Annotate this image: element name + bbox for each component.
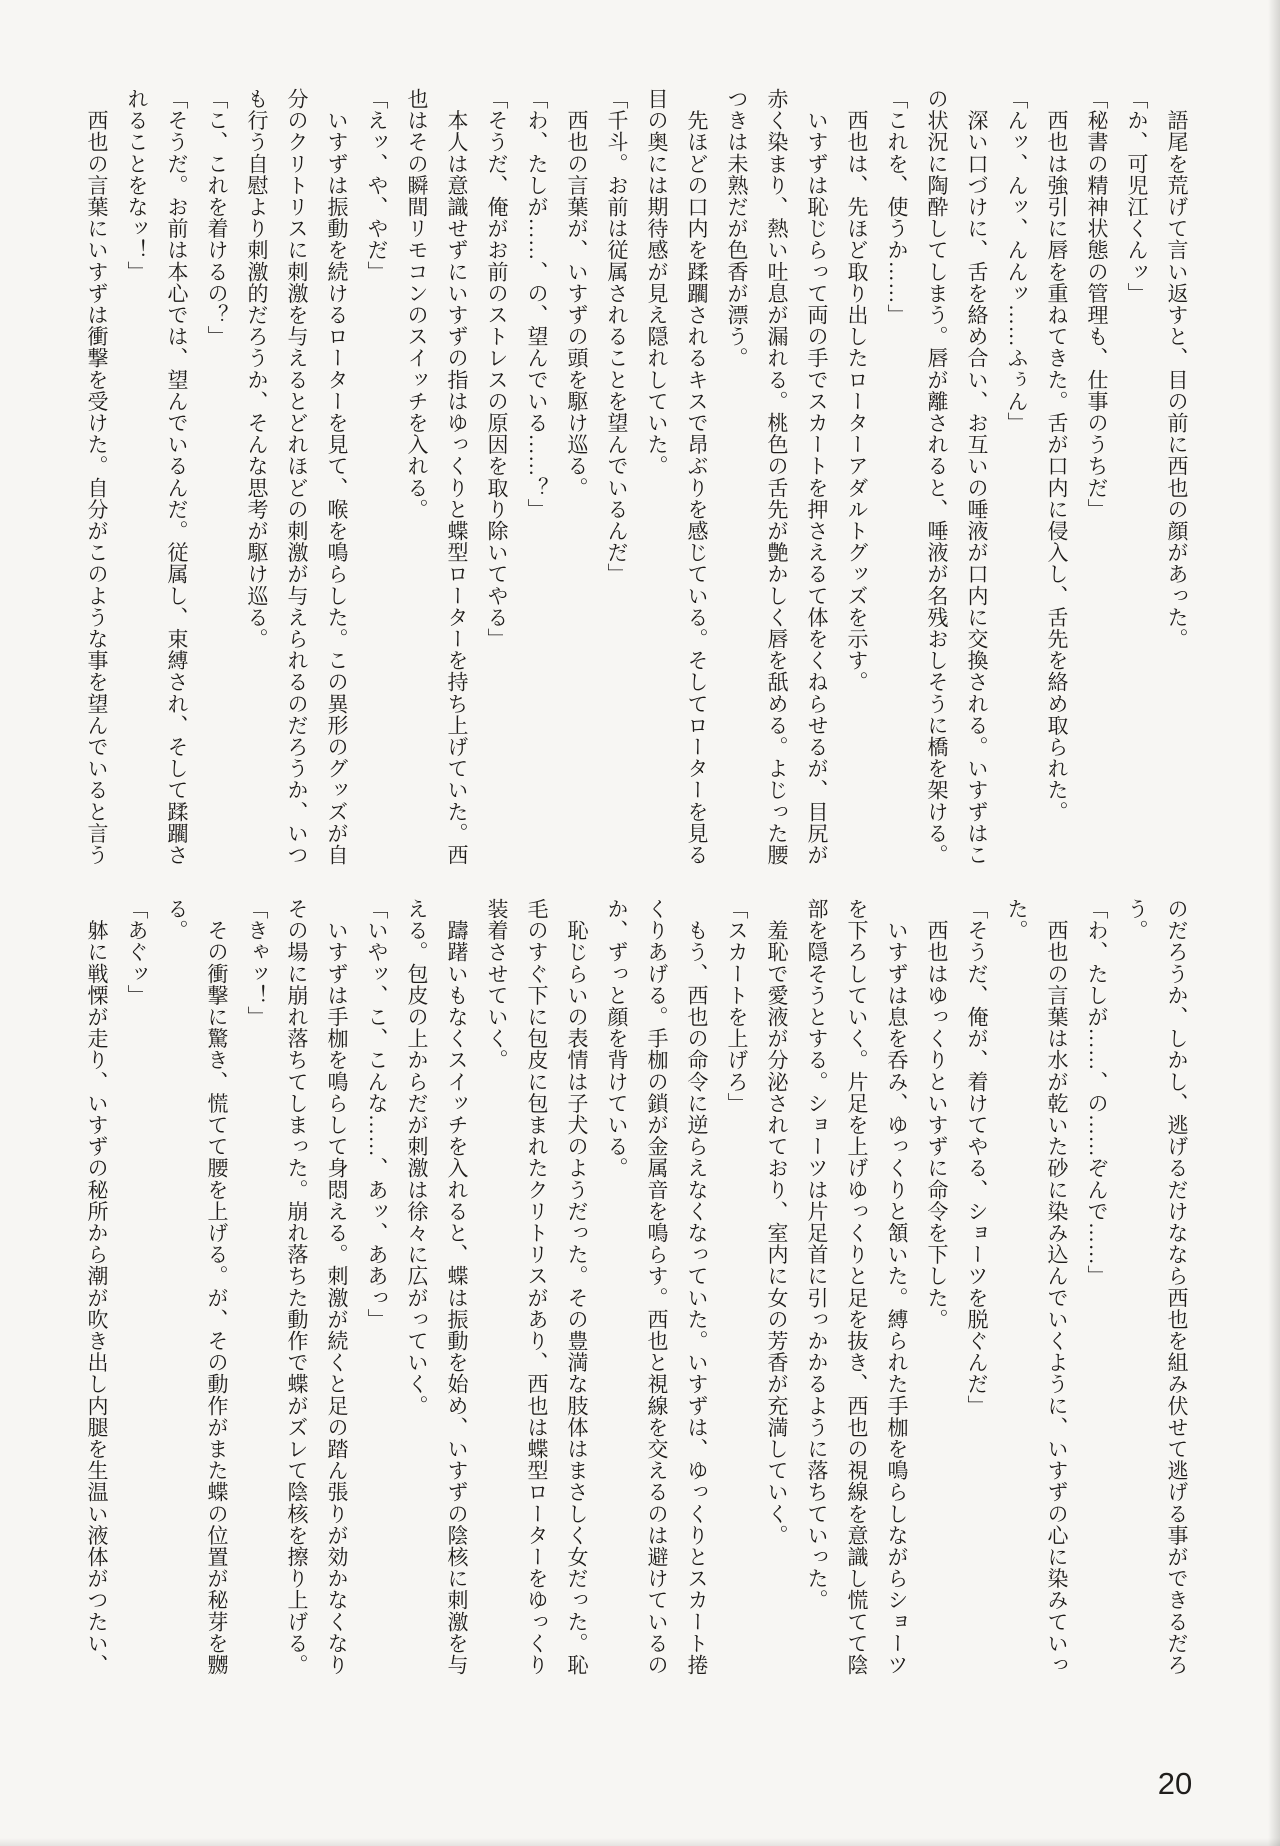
text-column: いすずは振動を続けるローターを見て、喉を鳴らした。この異形のグッズが自 [325,88,349,866]
text-column: 「か、可児江くんッ」 [1125,88,1149,304]
text-column: 西也は、先ほど取り出したローターアダルトグッズを示す。 [845,88,869,693]
text-column: 「そうだ、俺が、着けてやる、ショーツを脱ぐんだ」 [965,898,989,1417]
text-column: 先ほどの口内を蹂躙されるキスで昂ぶりを感じている。そしてローターを見る [685,88,709,866]
text-column: くりあげる。手枷の鎖が金属音を鳴らす。西也と視線を交えるのは避けているの [645,898,669,1676]
text-column: える。包皮の上からだが刺激は徐々に広がっていく。 [405,898,429,1417]
text-column: 部を隠そうとする。ショーツは片足首に引っかかるように落ちていった。 [805,898,829,1611]
text-column: 毛のすぐ下に包皮に包まれたクリトリスがあり、西也は蝶型ローターをゆっくり [525,898,549,1676]
text-column: つきは未熟だが色香が漂う。 [725,88,749,369]
text-column: を下ろしていく。片足を上げゆっくりと足を抜き、西也の視線を意識し慌てて陰 [845,898,869,1676]
text-column: 装着させていく。 [485,898,509,1071]
text-column: 赤く染まり、熱い吐息が漏れる。桃色の舌先が艶かしく唇を舐める。よじった腰 [765,88,789,866]
text-column: 羞恥で愛液が分泌されており、室内に女の芳香が充満していく。 [765,898,789,1546]
text-column: 「えッ、や、やだ」 [365,88,389,283]
text-column: 西也の言葉が、いすずの頭を駆け巡る。 [565,88,589,499]
text-column: 「んッ、んッ、んんッ……ふぅん」 [1005,88,1029,434]
text-column: 「こ、これを着けるの？」 [205,88,229,348]
text-column: 語尾を荒げて言い返すと、目の前に西也の顔があった。 [1165,88,1189,650]
text-column: か、ずっと顔を背けている。 [605,898,629,1179]
page-number: 20 [1157,1766,1193,1801]
scan-edge-shadow [0,1838,1280,1846]
text-column: も行う自慰より刺激的だろうか、そんな思考が駆け巡る。 [245,88,269,650]
text-column: もう、西也の命令に逆らえなくなっていた。いすずは、ゆっくりとスカート捲 [685,898,709,1676]
text-column: 「秘書の精神状態の管理も、仕事のうちだ」 [1085,88,1109,520]
text-block-top [71,88,1197,880]
text-column: 目の奥には期待感が見え隠れしていた。 [645,88,669,477]
scan-edge-shadow [1268,0,1280,1846]
text-column: 「これを、使うか……」 [885,88,909,326]
text-column: 恥じらいの表情は子犬のようだった。その豊満な肢体はまさしく女だった。恥 [565,898,589,1676]
text-block-bottom [71,898,1197,1716]
text-column: 「そうだ。お前は本心では、望んでいるんだ。従属し、束縛され、そして蹂躙さ [165,88,189,866]
text-column: 「そうだ、俺がお前のストレスの原因を取り除いてやる」 [485,88,509,650]
text-column: 西也の言葉は水が乾いた砂に染み込んでいくように、いすずの心に染みていっ [1045,898,1069,1676]
text-column: る。 [165,898,189,942]
text-column: 「わ、たしが……、の、望んでいる……？」 [525,88,549,520]
text-column: 西也は強引に唇を重ねてきた。舌が口内に侵入し、舌先を絡め取られた。 [1045,88,1069,823]
text-column: の状況に陶酔してしまう。唇が離されると、唾液が名残おしそうに橋を架ける。 [925,88,949,866]
text-column: その場に崩れ落ちてしまった。崩れ落ちた動作で蝶がズレて陰核を擦り上げる。 [285,898,309,1676]
text-column: いすずは息を呑み、ゆっくりと頷いた。縛られた手枷を鳴らしながらショーツ [885,898,909,1676]
text-column: た。 [1005,898,1029,942]
text-column: 「あぐッ」 [125,898,149,1006]
text-column: 西也はゆっくりといすずに命令を下した。 [925,898,949,1330]
text-column: その衝撃に驚き、慌てて腰を上げる。が、その動作がまた蝶の位置が秘芽を嬲 [205,898,229,1676]
text-column: 「スカートを上げろ」 [725,898,749,1114]
text-column: 躊躇いもなくスイッチを入れると、蝶は振動を始め、いすずの陰核に刺激を与 [445,898,469,1676]
text-column: 躰に戦慄が走り、いすずの秘所から潮が吹き出し内腿を生温い液体がつたい、 [85,898,109,1676]
text-column: 西也の言葉にいすずは衝撃を受けた。自分がこのような事を望んでいると言う [85,88,109,866]
text-column: 「きゃッ！」 [245,898,269,1028]
text-column: いすずは手枷を鳴らして身悶える。刺激が続くと足の踏ん張りが効かなくなり [325,898,349,1676]
text-column: う。 [1125,898,1149,942]
text-column: れることをなッ！」 [125,88,149,283]
text-column: 本人は意識せずにいすずの指はゆっくりと蝶型ローターを持ち上げていた。西 [445,88,469,866]
text-column: 深い口づけに、舌を絡め合い、お互いの唾液が口内に交換される。いすずはこ [965,88,989,866]
text-column: 「わ、たしが……、の……ぞんで……」 [1085,898,1109,1287]
text-column: 分のクリトリスに刺激を与えるとどれほどの刺激が与えられるのだろうか、いつ [285,88,309,866]
text-column: 也はその瞬間リモコンのスイッチを入れる。 [405,88,429,520]
text-column: いすずは恥じらって両の手でスカートを押さえるて体をくねらせるが、目尻が [805,88,829,866]
text-column: 「千斗。お前は従属されることを望んでいるんだ」 [605,88,629,585]
text-column: 「いやッ、こ、こんな……、あッ、ああっ」 [365,898,389,1330]
text-column: のだろうか、しかし、逃げるだけななら西也を組み伏せて逃げる事ができるだろ [1165,898,1189,1676]
